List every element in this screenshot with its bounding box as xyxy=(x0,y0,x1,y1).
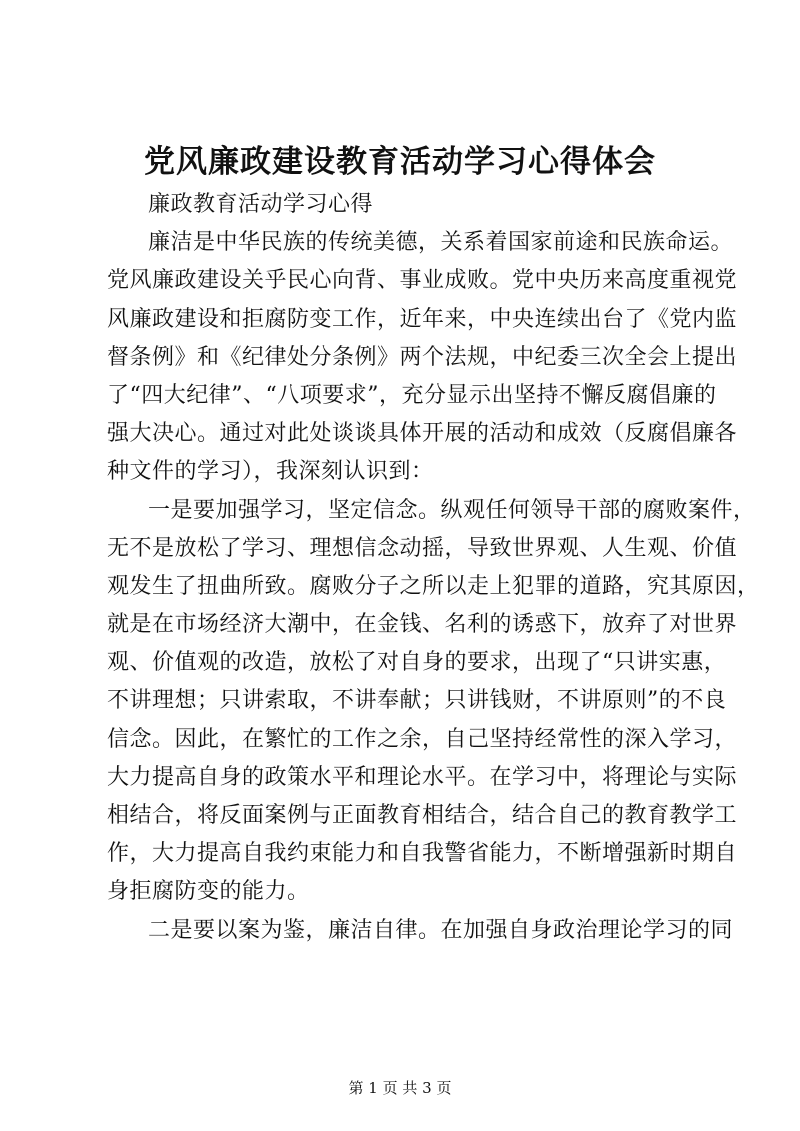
paragraph-1-line-5: 了“四大纪律”、“八项要求”，充分显示出坚持不懈反腐倡廉的 xyxy=(107,382,717,408)
paragraph-2-line-11: 身拒腐防变的能力。 xyxy=(107,879,310,905)
paragraph-1-line-3: 风廉政建设和拒腐防变工作，近年来，中央连续出台了《党内监 xyxy=(107,306,738,332)
paragraph-1-line-6: 强大决心。通过对此处谈谈具体开展的活动和成效（反腐倡廉各 xyxy=(107,421,738,447)
paragraph-2-line-2: 无不是放松了学习、理想信念动摇，导致世界观、人生观、价值 xyxy=(107,535,738,561)
paragraph-2-line-5: 观、价值观的改造，放松了对自身的要求，出现了“只讲实惠， xyxy=(107,650,727,676)
document-body xyxy=(107,186,760,950)
paragraph-2-line-1: 一是要加强学习，坚定信念。纵观任何领导干部的腐败案件， xyxy=(148,497,756,523)
paragraph-2-line-7: 信念。因此，在繁忙的工作之余，自己坚持经常性的深入学习， xyxy=(107,726,738,752)
paragraph-2-line-8: 大力提高自身的政策水平和理论水平。在学习中，将理论与实际 xyxy=(107,764,738,790)
paragraph-2-line-6: 不讲理想；只讲索取，不讲奉献；只讲钱财，不讲原则”的不良 xyxy=(107,688,727,714)
subtitle-line: 廉政教育活动学习心得 xyxy=(148,192,374,217)
paragraph-1-line-1: 廉洁是中华民族的传统美德，关系着国家前途和民族命运。 xyxy=(148,230,734,256)
paragraph-1-line-2: 党风廉政建设关乎民心向背、事业成败。党中央历来高度重视党 xyxy=(107,268,738,294)
page-number: 第 1 页 共 3 页 xyxy=(348,1079,452,1097)
paragraph-1-line-4: 督条例》和《纪律处分条例》两个法规，中纪委三次全会上提出 xyxy=(107,344,738,370)
paragraph-2-line-9: 相结合，将反面案例与正面教育相结合，结合自己的教育教学工 xyxy=(107,803,738,828)
paragraph-3-line-1: 二是要以案为鉴，廉洁自律。在加强自身政治理论学习的同 xyxy=(148,917,734,943)
paragraph-2-line-4: 就是在市场经济大潮中，在金钱、名利的诱惑下，放弃了对世界 xyxy=(107,612,738,638)
paragraph-2-line-3: 观发生了扭曲所致。腐败分子之所以走上犯罪的道路，究其原因， xyxy=(107,573,760,599)
document-title: 党风廉政建设教育活动学习心得体会 xyxy=(144,144,656,180)
paragraph-2-line-10: 作，大力提高自我约束能力和自我警省能力，不断增强新时期自 xyxy=(107,841,738,867)
paragraph-1-line-7: 种文件的学习），我深刻认识到： xyxy=(107,459,434,485)
